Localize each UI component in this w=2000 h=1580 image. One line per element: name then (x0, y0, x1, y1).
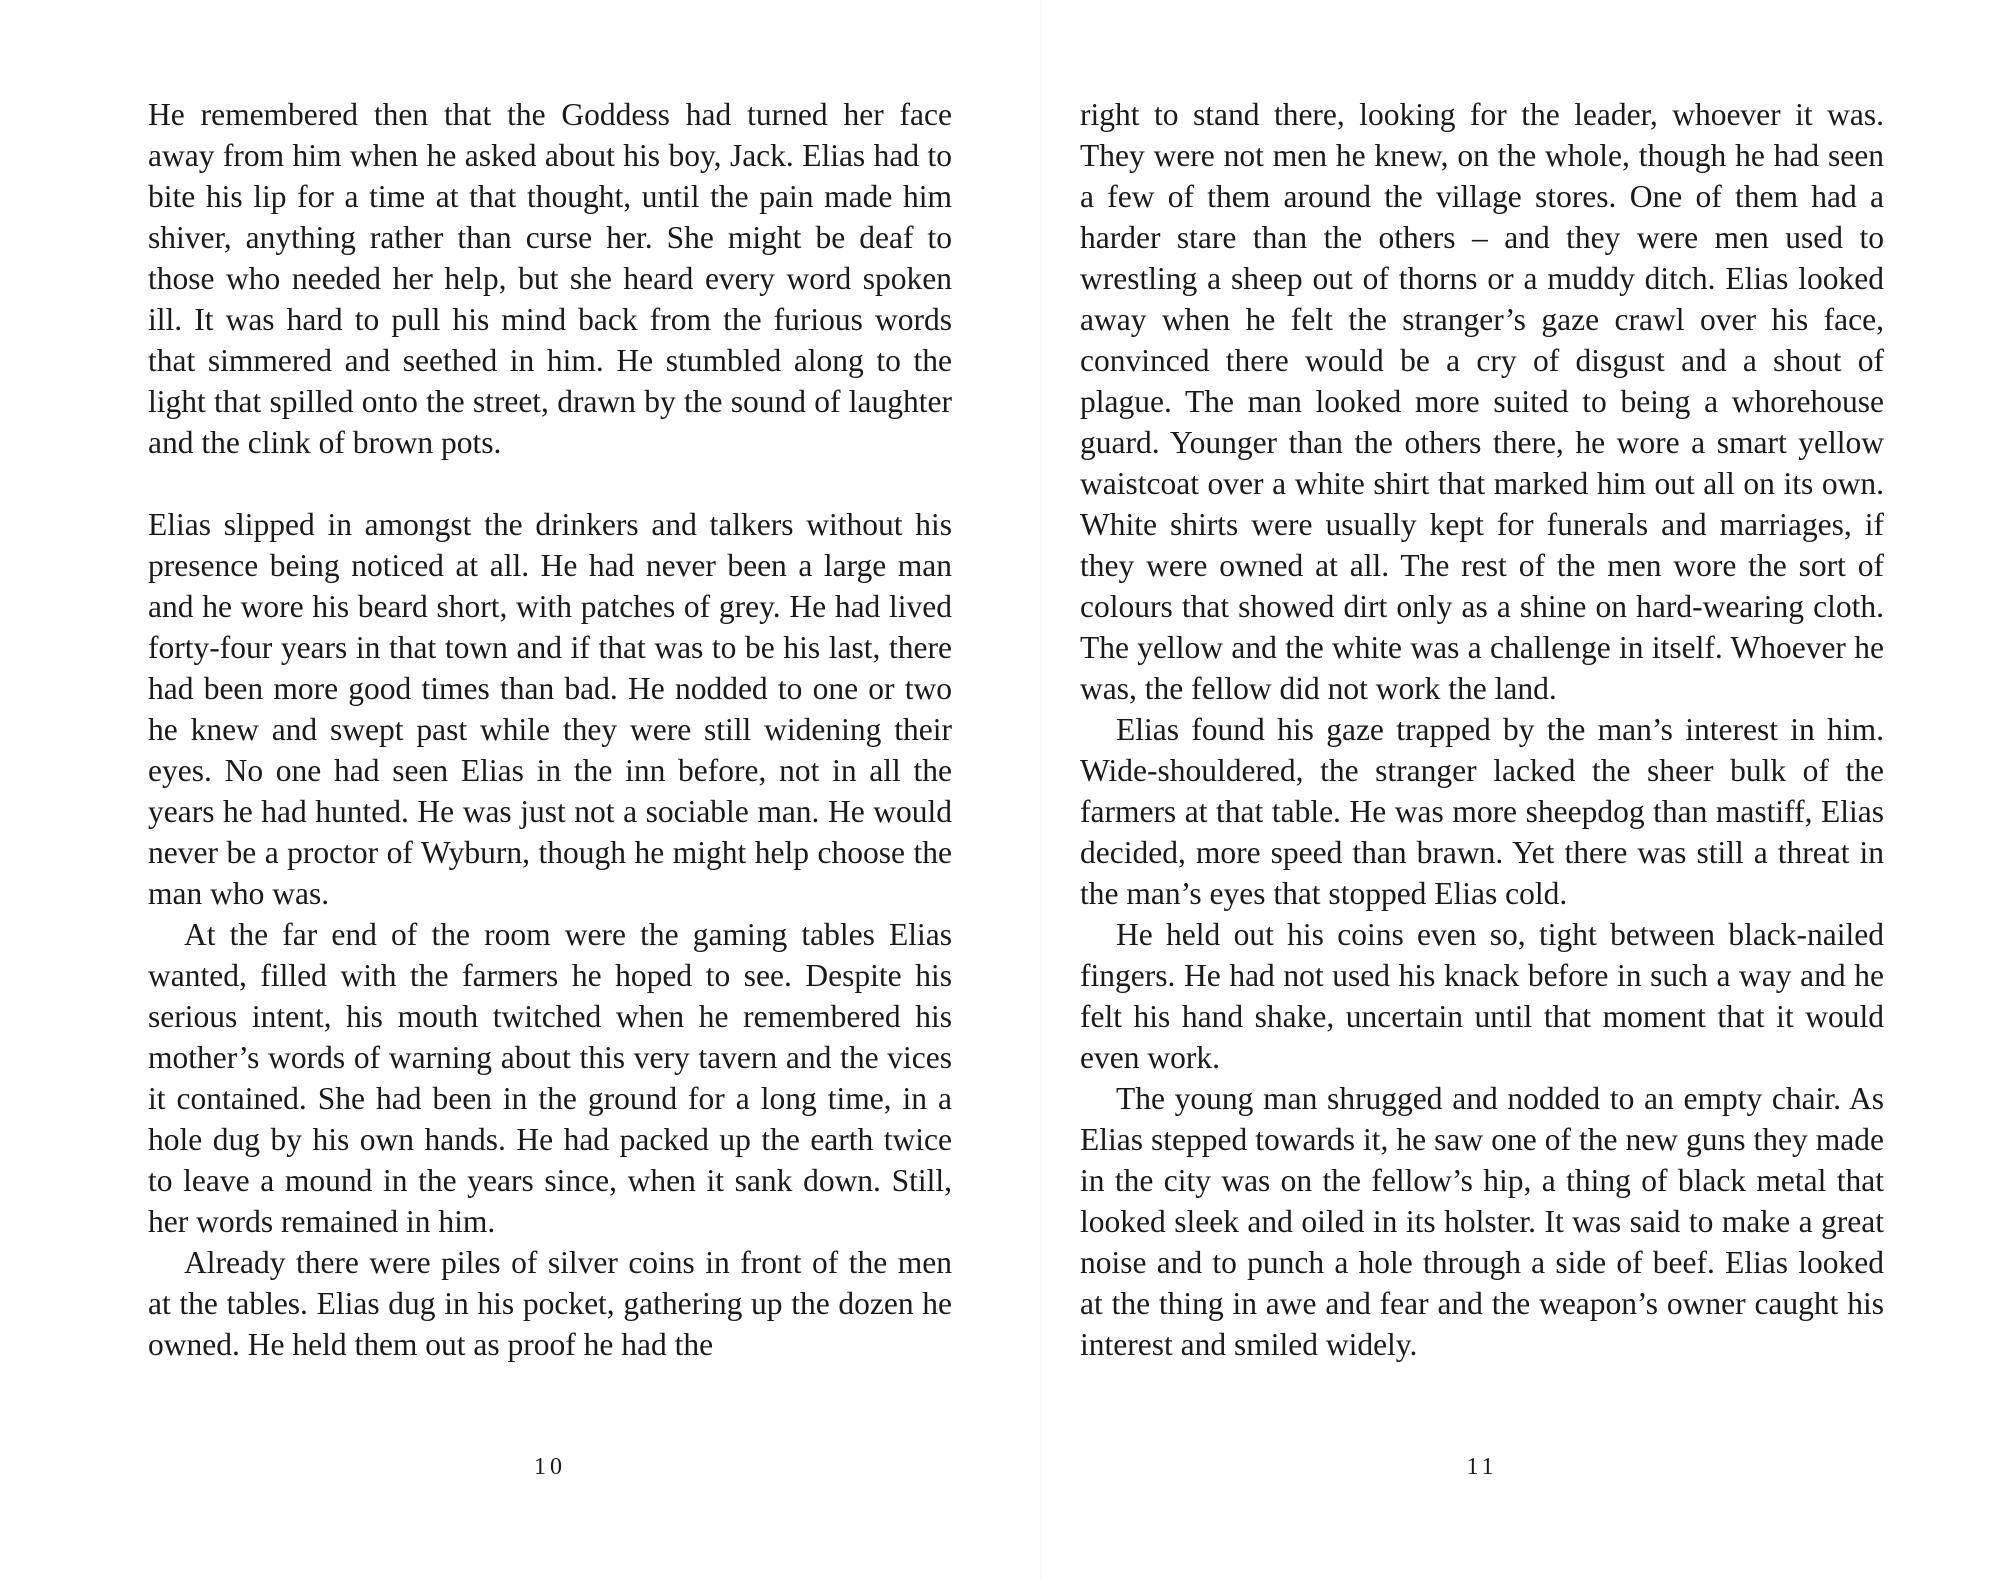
paragraph: He remembered then that the Goddess had turned her face away from him when he asked about his boy, Jack. Elias had to bite his lip for a time at that thought, until the pain made him shiver, anything rather than curse her. She might be deaf to those who needed her help, but she heard every word spoken ill. It was hard to pull his mind back from the furious words that simmered and seethed in him. He stumbled along to the light that spilled onto the street, drawn by the sound of laughter and the clink of brown pots. (148, 97, 952, 460)
paragraph: Elias slipped in amongst the drinkers and talkers without his presence being noticed at all. He had never been a large man and he wore his beard short, with patches of grey. He had lived forty-four years in that town and if that was to be his last, there had been more good times than bad. He nodded to one or two he knew and swept past while they were still widening their eyes. No one had seen Elias in the inn before, not in all the years he had hunted. He was just not a sociable man. He would never be a proctor of Wyburn, though he might help choose the man who was. (148, 507, 952, 911)
paragraph: At the far end of the room were the gaming tables Elias wanted, filled with the farmers he hoped to see. Despite his serious intent, his mouth twitched when he remembered his mother’s words of warning about this very tavern and the vices it contained. She had been in the ground for a long time, in a hole dug by his own hands. He had packed up the earth twice to leave a mound in the years since, when it sank down. Still, her words remained in him. (148, 917, 952, 1239)
page-number-left: 10 (534, 1454, 566, 1480)
paragraph: Elias found his gaze trapped by the man’s interest in him. Wide-shouldered, the stranger lacked the sheer bulk of the farmers at that table. He was more sheepdog than mastiff, Elias decided, more speed than brawn. Yet there was still a threat in the man’s eyes that stopped Elias cold. (1080, 712, 1884, 911)
paragraph: He held out his coins even so, tight between black-nailed fingers. He had not used his knack before in such a way and he felt his hand shake, uncertain until that moment that it would even work. (1080, 917, 1884, 1075)
page-number-right: 11 (1466, 1454, 1498, 1480)
paragraph: Already there were piles of silver coins in front of the men at the tables. Elias dug in his pocket, gathering up the dozen he owned. He held them out as proof he had the (148, 1245, 952, 1362)
right-page (1080, 94, 1884, 1365)
paragraph: right to stand there, looking for the leader, whoever it was. They were not men he knew, on the whole, though he had seen a few of them around the village stores. One of them had a harder stare than the others – and they were men used to wrestling a sheep out of thorns or a muddy ditch. Elias looked away when he felt the stranger’s gaze crawl over his face, convinced there would be a cry of disgust and a shout of plague. The man looked more suited to being a whorehouse guard. Younger than the others there, he wore a smart yellow waistcoat over a white shirt that marked him out all on its own. White shirts were usually kept for funerals and marriages, if they were owned at all. The rest of the men wore the sort of colours that showed dirt only as a shine on hard-wearing cloth. The yellow and the white was a challenge in itself. Whoever he was, the fellow did not work the land. (1080, 97, 1884, 706)
paragraph: The young man shrugged and nodded to an empty chair. As Elias stepped towards it, he saw one of the new guns they made in the city was on the fellow’s hip, a thing of black metal that looked sleek and oiled in its holster. It was said to make a great noise and to punch a hole through a side of beef. Elias looked at the thing in awe and fear and the weapon’s owner caught his interest and smiled widely. (1080, 1081, 1884, 1362)
page-gutter (1040, 0, 1041, 1580)
left-page (148, 94, 952, 1365)
